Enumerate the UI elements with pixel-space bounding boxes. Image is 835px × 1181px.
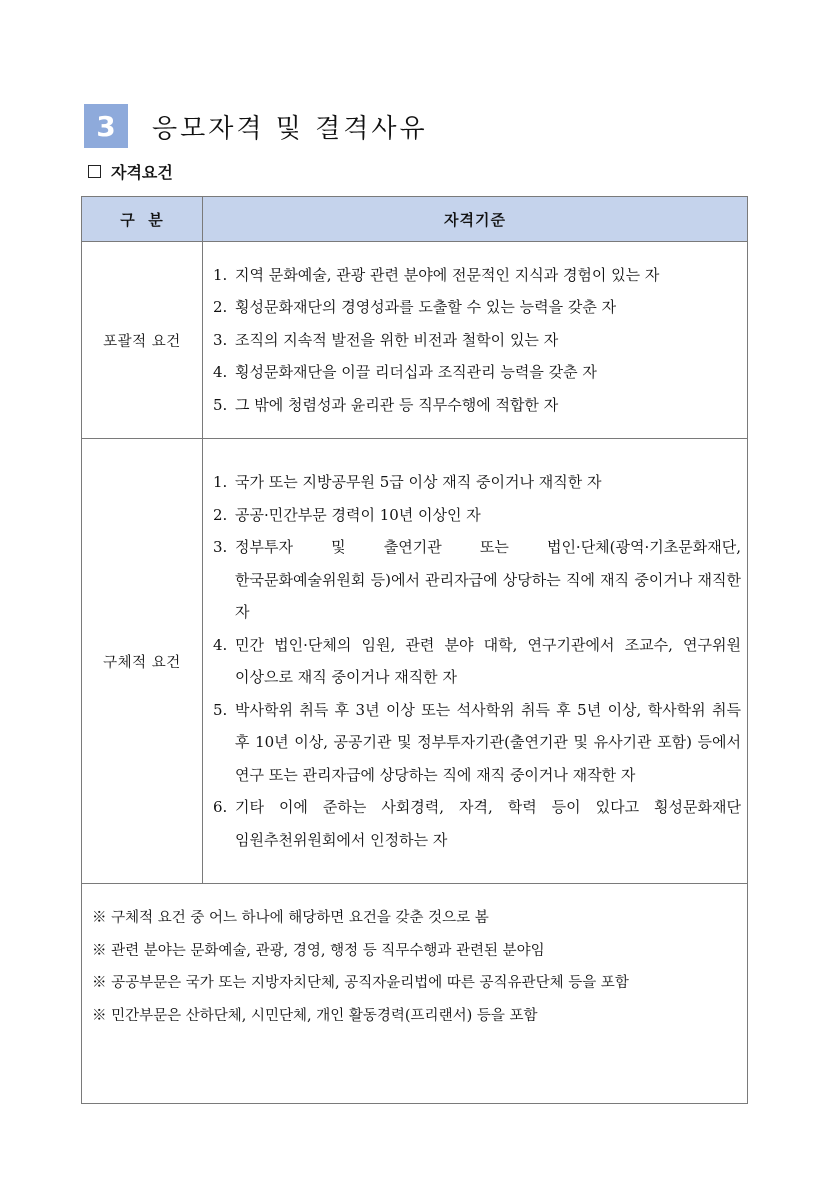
- list-item: 2. 공공·민간부문 경력이 10년 이상인 자: [213, 505, 481, 524]
- table-row-specific: [82, 439, 748, 884]
- note-line: ※ 구체적 요건 중 어느 하나에 해당하면 요건을 갖춘 것으로 봄: [92, 910, 489, 926]
- subheading-qualifications: [88, 160, 173, 183]
- subheading-label: 자격요건: [111, 163, 173, 182]
- list-item: 1. 국가 또는 지방공무원 5급 이상 재직 중이거나 재직한 자: [213, 473, 602, 491]
- list-item: 4. 횡성문화재단을 이끌 리더십과 조직관리 능력을 갖춘 자: [213, 363, 597, 382]
- category-specific: 구체적 요건: [82, 439, 203, 884]
- note-line: ※ 공공부문은 국가 또는 지방자치단체, 공직자윤리법에 따른 공직유관단체 등을 포함: [92, 975, 629, 991]
- list-item: 1. 지역 문화예술, 관광 관련 분야에 전문적인 지식과 경험이 있는 자: [213, 265, 660, 284]
- criteria-general: [203, 242, 748, 439]
- header-criteria: 자격기준: [203, 197, 748, 242]
- header-category: 구 분: [82, 197, 203, 242]
- list-item: 4. 민간 법인·단체의 임원, 관련 분야 대학, 연구기관에서 조교수, 연구위원 이상으로 재직 중이거나 재직한 자: [213, 635, 741, 686]
- notes-cell: [82, 884, 748, 1104]
- note-line: ※ 민간부문은 산하단체, 시민단체, 개인 활동경력(프리랜서) 등을 포함: [92, 1007, 538, 1024]
- section-header: [84, 104, 428, 148]
- table-row-general: [82, 242, 748, 439]
- section-title: 응모자격 및 결격사유: [152, 113, 428, 144]
- section-number-badge: 3: [84, 104, 128, 148]
- qualification-table: [81, 196, 748, 1104]
- checkbox-empty-icon: [88, 165, 101, 178]
- list-item: 6. 기타 이에 준하는 사회경력, 자격, 학력 등이 있다고 횡성문화재단 임원추천위원회에서 인정하는 자: [213, 798, 741, 849]
- table-header-row: [82, 197, 748, 242]
- list-item: 3. 정부투자 및 출연기관 또는 법인·단체(광역·기초문화재단, 한국문화예술위원회 등)에서 관리자급에 상당하는 직에 재직 중이거나 재직한 자: [213, 538, 741, 621]
- category-general: 포괄적 요건: [82, 242, 203, 439]
- note-line: ※ 관련 분야는 문화예술, 관광, 경영, 행정 등 직무수행과 관련된 분야임: [92, 942, 545, 959]
- list-item: 3. 조직의 지속적 발전을 위한 비전과 철학이 있는 자: [213, 330, 559, 349]
- table-row-notes: [82, 884, 748, 1104]
- list-item: 5. 박사학위 취득 후 3년 이상 또는 석사학위 취득 후 5년 이상, 학사학위 취득 후 10년 이상, 공공기관 및 정부투자기관(출연기관 및 유사기관 포함) 등에서 연구 또는 관리자급에 상당하는 직에 재직 중이거나 재작한 자: [213, 700, 741, 784]
- list-item: 2. 횡성문화재단의 경영성과를 도출할 수 있는 능력을 갖춘 자: [213, 298, 617, 317]
- criteria-specific: [203, 439, 748, 884]
- list-item: 5. 그 밖에 청렴성과 윤리관 등 직무수행에 적합한 자: [213, 395, 559, 414]
